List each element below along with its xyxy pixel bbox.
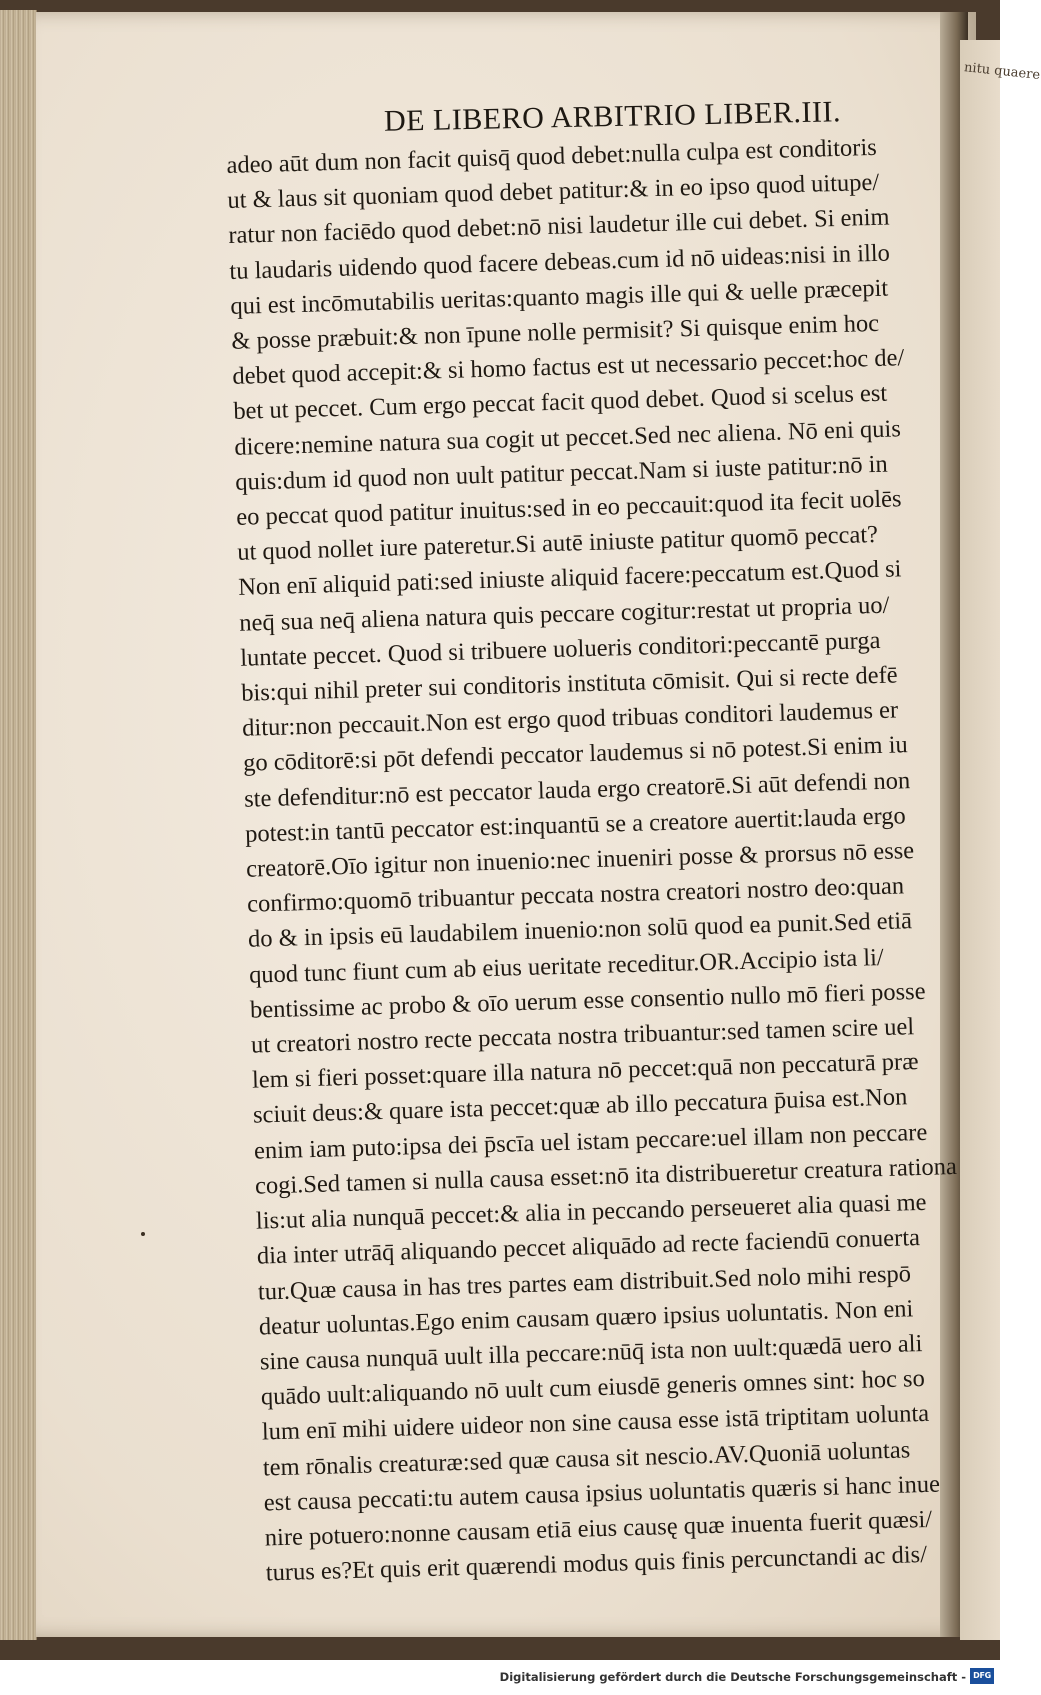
text-line: confirmo:quomō tribuantur peccata nostra creatori nostro deo:quan (246, 872, 905, 918)
funding-credit: Digitalisierung gefördert durch die Deutsche Forschungsgemeinschaft - (499, 1670, 966, 1684)
text-line: nire potuero:nonne causam etiā eius causę quæ inuenta fuerit quæsi/ (264, 1505, 933, 1552)
text-line: debet quod accepit:& si homo factus est ut necessario peccet:hoc de/ (232, 344, 905, 391)
text-line: potest:in tantū peccator est:inquantū se a creatore auertit:lauda ergo (244, 802, 907, 848)
text-line: do & in ipsis eū laudabilem inuenio:non solū quod ea punit.Sed etiā (247, 907, 913, 954)
text-line: go cōditorē:si pōt defendi peccator laudemus si nō potest.Si enim iu (242, 731, 909, 778)
text-line: sine causa nunquā uult illa peccare:nūq̄ ista non uult:quædā uero ali (259, 1329, 923, 1376)
dfg-logo[interactable]: DFG (970, 1668, 994, 1684)
text-block (226, 128, 966, 1590)
text-line: neq̄ sua neq̄ aliena natura quis peccare cogitur:restat ut propria uo/ (238, 591, 890, 637)
page-edges-left (0, 10, 37, 1640)
text-line: & posse præbuit:& non īpune nolle permisit? Si quisque enim hoc (231, 309, 880, 355)
text-line: quis:dum id quod non uult patitur peccat.Nam si iuste patitur:nō in (234, 450, 889, 496)
text-line: tu laudaris uidendo quod facere debeas.cum id nō uideas:nisi in illo (229, 239, 891, 285)
running-head: DE LIBERO ARBITRIO LIBER.III. (383, 95, 842, 138)
text-line: est causa peccati:tu autem causa ipsius uoluntatis quæris si hanc inue (263, 1470, 941, 1517)
text-line: adeo aūt dum non facit quisq̄ quod debet:nulla culpa est conditoris (226, 133, 878, 179)
text-line: tur.Quæ causa in has tres partes eam distribuit.Sed nolo mihi respō (257, 1259, 912, 1306)
text-line: ratur non faciēdo quod debet:nō nisi laudetur ille cui debet. Si enim (228, 203, 890, 250)
text-line: eo peccat quod patitur inuitus:sed in eo peccauit:quod ita fecit uolēs (235, 485, 902, 531)
text-line: qui est incōmutabilis ueritas:quanto magis ille qui & uelle præcepit (230, 274, 889, 320)
text-line: bet ut peccet. Cum ergo peccat facit quod debet. Quod si scelus est (232, 380, 888, 426)
text-line: ut creatori nostro recte peccata nostra tribuantur:sed tamen scire uel (250, 1013, 915, 1059)
text-line: lem si fieri posset:quare illa natura nō peccet:quā non peccaturā præ (251, 1048, 919, 1094)
text-line: quādo uult:aliquando nō uult cum eiusdē generis omnes sint: hoc so (260, 1365, 926, 1411)
facing-page-text: nitu quaere (963, 60, 1041, 84)
text-line: Non enī aliquid pati:sed iniuste aliquid facere:peccatum est.Quod si (237, 555, 902, 602)
text-line: quod tunc fiunt cum ab eius ueritate receditur.OR.Accipio ista li/ (248, 943, 885, 989)
facing-page-edge (960, 40, 1041, 1640)
text-line: deatur uoluntas.Ego enim causam quæro ipsius uoluntatis. Non eni (258, 1294, 914, 1341)
text-line: dicere:nemine natura sua cogit ut peccet.Sed nec aliena. Nō eni quis (233, 414, 902, 461)
text-line: turus es?Et quis erit quærendi modus quis finis percunctandi ac dis/ (265, 1541, 928, 1587)
text-line: bentissime ac probo & oīo uerum esse consentio nullo mō fieri posse (249, 977, 926, 1024)
text-line: ste defenditur:nō est peccator lauda ergo creatorē.Si aūt defendi non (243, 766, 911, 813)
text-line: tem rōnalis creaturæ:sed quæ causa sit nescio.AV.Quoniā uoluntas (262, 1435, 911, 1481)
text-line: enim iam puto:ipsa dei p̄scīa uel istam peccare:uel illam non peccare (253, 1118, 928, 1165)
text-line: creatorē.Oīo igitur non inuenio:nec inueniri posse & prorsus nō esse (245, 837, 915, 883)
text-line: dia inter utrāq̄ aliquando peccet aliquādo ad recte faciendū conuerta (256, 1224, 921, 1270)
text-line: lum enī mihi uidere uideor non sine causa esse istā triptitam uolunta (261, 1400, 930, 1446)
text-line: luntate peccet. Quod si tribuere uolueris conditori:peccantē purga (239, 626, 881, 672)
text-line: ut quod nollet iure pateretur.Si autē iniuste patitur quomō peccat? (236, 521, 879, 567)
ink-dot (141, 1232, 145, 1236)
text-line: ut & laus sit quoniam quod debet patitur:& in eo ipso quod uitupe/ (227, 168, 880, 215)
text-line: bis:qui nihil preter sui conditoris instituta cōmisit. Qui si recte defē (240, 661, 898, 707)
footer-bar (0, 1660, 1000, 1695)
text-line: ditur:non peccauit.Non est ergo quod tribuas conditori laudemus er (241, 696, 899, 743)
text-line: cogi.Sed tamen si nulla causa esset:nō ita distribueretur creatura rationa (254, 1152, 958, 1200)
text-line: sciuit deus:& quare ista peccet:quæ ab illo peccatura p̄uisa est.Non (252, 1083, 908, 1130)
text-line: lis:ut alia nunquā peccet:& alia in peccando perseueret alia quasi me (255, 1188, 927, 1235)
